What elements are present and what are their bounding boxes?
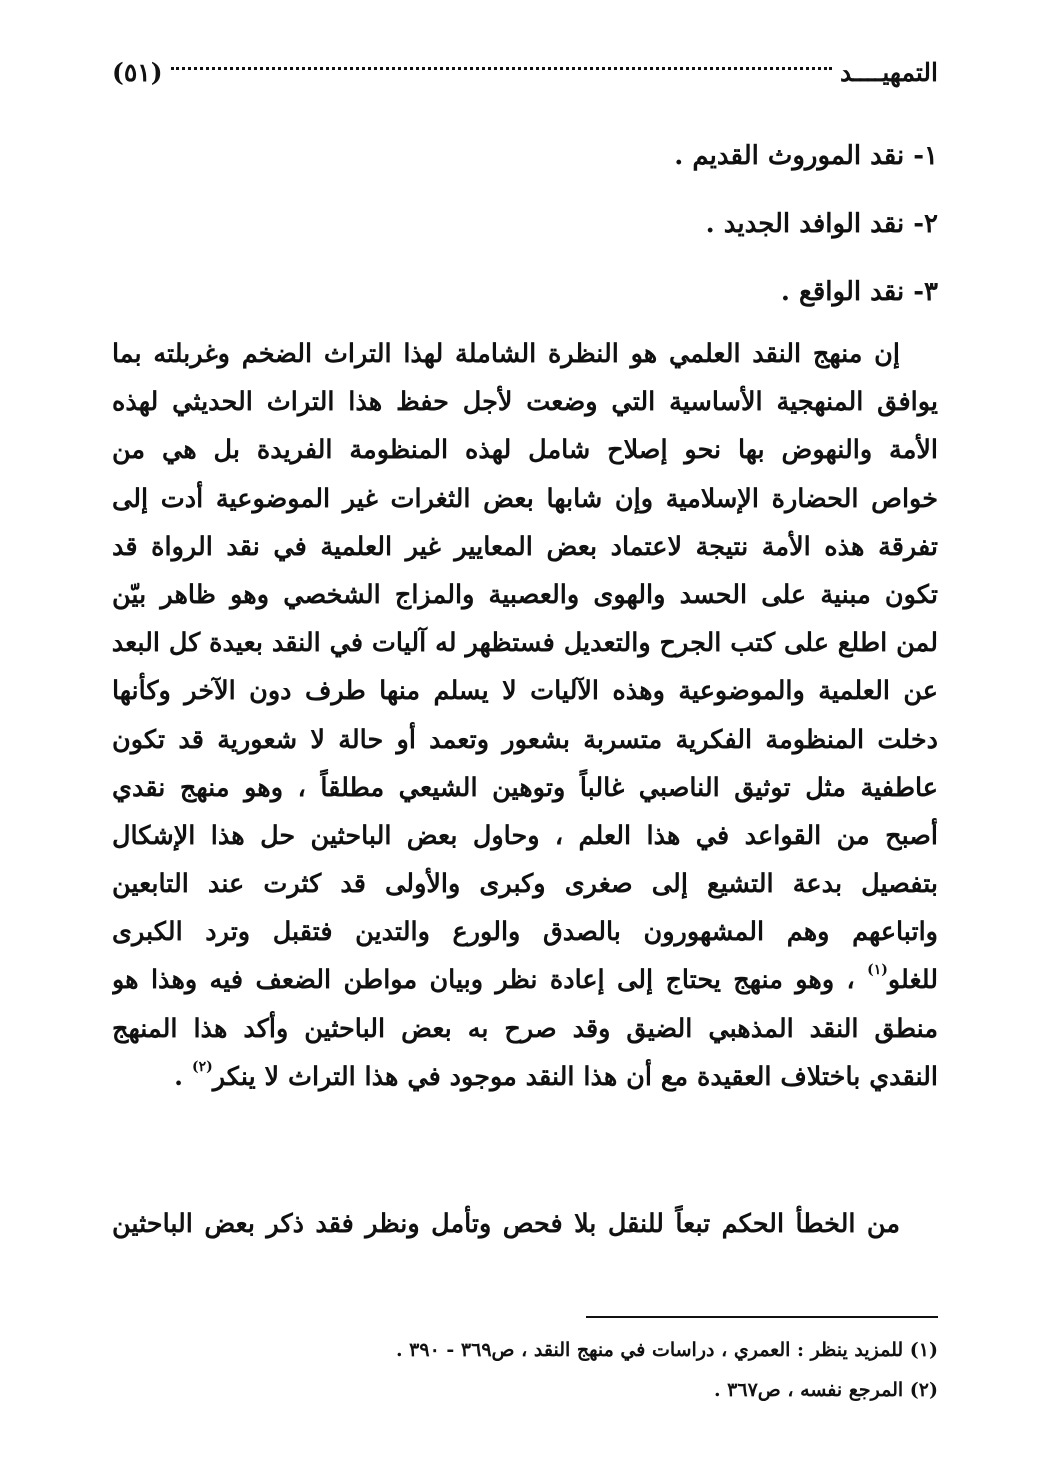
- paragraph-line: خواص الحضارة الإسلامية وإن شابها بعض الثغرات غير الموضوعية أدت إلى: [112, 483, 938, 514]
- paragraph-line: تفرقة هذه الأمة نتيجة لاعتماد بعض المعايير غير العلمية في نقد الرواة قد: [112, 531, 938, 562]
- footnote-item: (٢) المرجع نفسه ، ص٣٦٧ .: [713, 1379, 938, 1401]
- body-paragraph: [112, 330, 938, 1101]
- footnote-ref-1: (١): [867, 962, 888, 979]
- chapter-title: التمهيــــد: [839, 57, 938, 87]
- paragraph-line: تكون مبنية على الحسد والهوى والعصبية والمزاج الشخصي وهو ظاهر بيّن: [112, 579, 938, 610]
- paragraph-line: واتباعهم وهم المشهورون بالصدق والورع والتدين فتقبل وترد الكبرى: [112, 917, 938, 948]
- paragraph-line: بتفصيل بدعة التشيع إلى صغرى وكبرى والأولى قد كثرت عند التابعين: [112, 869, 938, 900]
- paragraph-line-with-footnote-ref: [112, 956, 938, 1004]
- paragraph-line: عاطفية مثل توثيق الناصبي غالباً وتوهين الشيعي مطلقاً ، وهو منهج نقدي: [112, 772, 938, 803]
- list-item: ٢- نقد الوافد الجديد .: [705, 209, 938, 239]
- paragraph-line: عن العلمية والموضوعية وهذه الآليات لا يسلم منها طرف دون الآخر وكأنها: [112, 676, 938, 707]
- line-text: .: [174, 1061, 192, 1092]
- line-text: ، وهو منهج يحتاج إلى إعادة نظر وبيان مواطن الضعف فيه وهذا هو: [112, 965, 868, 996]
- list-item: ٣- نقد الواقع .: [780, 277, 938, 307]
- paragraph-line: منطق النقد المذهبي الضيق وقد صرح به بعض الباحثين وأكد هذا المنهج: [112, 1013, 938, 1044]
- footnote-item: (١) للمزيد ينظر : العمري ، دراسات في منهج النقد ، ص٣٦٩ - ٣٩٠ .: [395, 1339, 938, 1361]
- paragraph-line: إن منهج النقد العلمي هو النظرة الشاملة لهذا التراث الضخم وغربلته بما: [112, 339, 900, 369]
- line-text: النقدي باختلاف العقيدة مع أن هذا النقد موجود في هذا التراث لا ينكر: [212, 1061, 938, 1092]
- paragraph-line: يوافق المنهجية الأساسية التي وضعت لأجل حفظ هذا التراث الحديثي لهذه: [112, 387, 938, 418]
- numbered-list: [112, 122, 938, 326]
- footnotes: [112, 1330, 938, 1410]
- running-header: [112, 52, 938, 92]
- paragraph-line: أصبح من القواعد في هذا العلم ، وحاول بعض الباحثين حل هذا الإشكال: [112, 820, 938, 851]
- footnote-divider: [586, 1316, 938, 1318]
- paragraph-line: لمن اطلع على كتب الجرح والتعديل فستظهر له آليات في النقد بعيدة كل البعد: [112, 628, 938, 659]
- line-text: للغلو: [887, 965, 938, 996]
- paragraph-line: من الخطأ الحكم تبعاً للنقل بلا فحص وتأمل ونظر فقد ذكر بعض الباحثين: [112, 1209, 900, 1239]
- header-leader-dots: [171, 67, 832, 70]
- paragraph-line: الأمة والنهوض بها نحو إصلاح شامل لهذه المنظومة الفريدة بل هي من: [112, 435, 938, 466]
- paragraph-line: دخلت المنظومة الفكرية متسربة بشعور وتعمد أو حالة لا شعورية قد تكون: [112, 724, 938, 755]
- body-paragraph: [112, 1200, 938, 1248]
- paragraph-line-with-footnote-ref: [112, 1053, 938, 1101]
- footnote-ref-2: (٢): [191, 1058, 213, 1075]
- page-number: (٥١): [112, 57, 163, 87]
- list-item: ١- نقد الموروث القديم .: [674, 141, 938, 171]
